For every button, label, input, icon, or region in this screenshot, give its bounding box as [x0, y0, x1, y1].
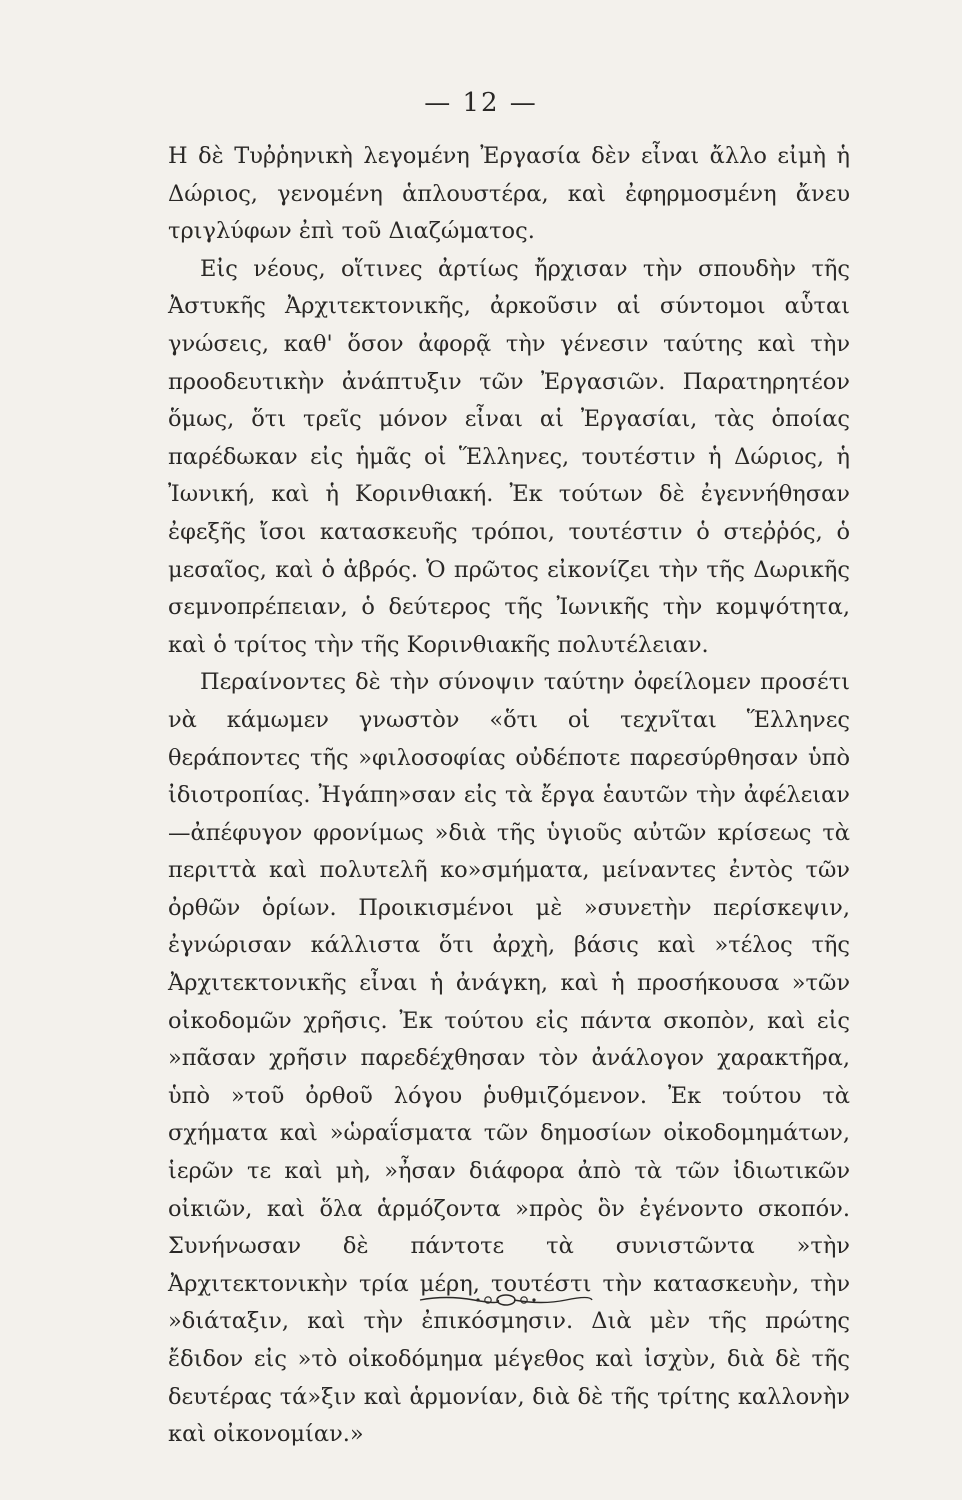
body-text: [168, 138, 850, 1454]
paragraph-tyrrhenian: Η δὲ Τυῤῥηνικὴ λεγομένη Ἐργασία δὲν εἶναι ἄλλο εἰμὴ ἡ Δώριος, γενομένη ἁπλουστέρα, καὶ ἐφηρμοσμένη ἄνευ τριγλύφων ἐπὶ τοῦ Διαζώματος.: [168, 143, 850, 245]
paragraph-orders: Εἰς νέους, οἵτινες ἀρτίως ἤρχισαν τὴν σπουδὴν τῆς Ἀστυκῆς Ἀρχιτεκτονικῆς, ἀρκοῦσιν αἱ σύντομοι αὗται γνώσεις, καθ' ὅσον ἀφορᾷ τὴν γένεσιν ταύτης καὶ τὴν προοδευτικὴν ἀνάπτυξιν τῶν Ἐργασιῶν. Παρατηρητέον ὅμως, ὅτι τρεῖς μόνον εἶναι αἱ Ἐργασίαι, τὰς ὁποίας παρέδωκαν εἰς ἡμᾶς οἱ Ἕλληνες, τουτέστιν ἡ Δώριος, ἡ Ἰωνική, καὶ ἡ Κορινθιακή. Ἐκ τούτων δὲ ἐγεννήθησαν ἐφεξῆς ἴσοι κατασκευῆς τρόποι, τουτέστιν ὁ στεῤῥός, ὁ μεσαῖος, καὶ ὁ ἁβρός. Ὁ πρῶτος εἰκονίζει τὴν τῆς Δωρικῆς σεμνοπρέπειαν, ὁ δεύτερος τῆς Ἰωνικῆς τὴν κομψότητα, καὶ ὁ τρίτος τὴν τῆς Κορινθιακῆς πολυτέλειαν.: [168, 255, 850, 658]
decorative-tailpiece-icon: [416, 1290, 596, 1310]
paragraph-conclusion: Περαίνοντες δὲ τὴν σύνοψιν ταύτην ὀφείλομεν προσέτι νὰ κάμωμεν γνωστὸν «ὅτι οἱ τεχνῖται Ἕλληνες θεράποντες τῆς »φιλοσοφίας οὐδέποτε παρεσύρθησαν ὑπὸ ἰδιοτροπίας. Ἠγάπη»σαν εἰς τὰ ἔργα ἑαυτῶν τὴν ἀφέλειαν—ἀπέφυγον φρονίμως »διὰ τῆς ὑγιοῦς αὐτῶν κρίσεως τὰ περιττὰ καὶ πολυτελῆ κο»σμήματα, μείναντες ἐντὸς τῶν ὀρθῶν ὁρίων. Προικισμένοι μὲ »συνετὴν περίσκεψιν, ἐγνώρισαν κάλλιστα ὅτι ἀρχὴ, βάσις καὶ »τέλος τῆς Ἀρχιτεκτονικῆς εἶναι ἡ ἀνάγκη, καὶ ἡ προσήκουσα »τῶν οἰκοδομῶν χρῆσις. Ἐκ τούτου εἰς πάντα σκοπὸν, καὶ εἰς »πᾶσαν χρῆσιν παρεδέχθησαν τὸν ἀνάλογον χαρακτῆρα, ὑπὸ »τοῦ ὀρθοῦ λόγου ῥυθμιζόμενον. Ἐκ τούτου τὰ σχήματα καὶ »ὡραΐσματα τῶν δημοσίων οἰκοδομημάτων, ἱερῶν τε καὶ μὴ, »ἦσαν διάφορα ἀπὸ τὰ τῶν ἰδιωτικῶν οἰκιῶν, καὶ ὅλα ἁρμόζοντα »πρὸς ὃν ἐγένοντο σκοπόν. Συνήνωσαν δὲ πάντοτε τὰ συνιστῶντα »τὴν Ἀρχιτεκτονικὴν τρία μέρη, τουτέστι τὴν κατασκευὴν, τὴν »διάταξιν, καὶ τὴν ἐπικόσμησιν. Διὰ μὲν τῆς πρώτης ἔδιδον εἰς »τὸ οἰκοδόμημα μέγεθος καὶ ἰσχὺν, διὰ δὲ τῆς δευτέρας τά»ξιν καὶ ἁρμονίαν, διὰ δὲ τῆς τρίτης καλλονὴν καὶ οἰκονομίαν.»: [168, 669, 850, 1448]
page-number-header: — 12 —: [424, 88, 538, 118]
